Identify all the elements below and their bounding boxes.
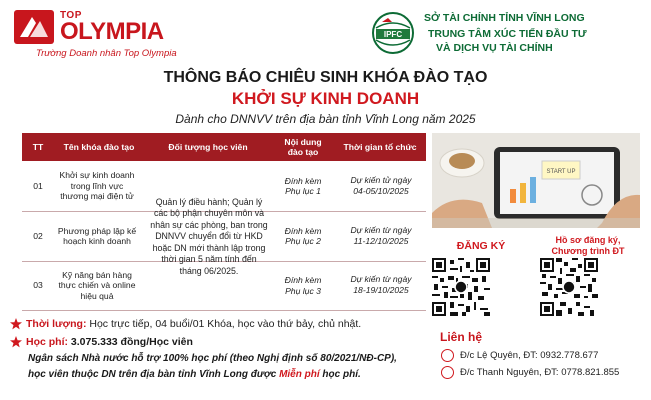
- documents-label-line-2: Chương trình ĐT: [551, 246, 625, 256]
- logo-tagline: Trường Doanh nhân Top Olympia: [36, 48, 177, 59]
- row-3-content: Đính kèm Phụ lục 3: [284, 275, 322, 296]
- fee-support-note-1: Ngân sách Nhà nước hỗ trợ 100% học phí (theo Nghị định số 80/2021/NĐ-CP),: [28, 353, 397, 364]
- documents-label-line-1: Hồ sơ đăng ký,: [555, 235, 621, 245]
- fee-support-note-2: [28, 369, 361, 380]
- contact-title: Liên hệ: [440, 330, 483, 344]
- note-2-part-c: học phí.: [322, 369, 361, 380]
- row-2-name: Phương pháp lập kế hoạch kinh doanh: [57, 225, 137, 246]
- duration-value: Học trực tiếp, 04 buổi/01 Khóa, học vào thứ bảy, chủ nhật.: [89, 318, 362, 330]
- logo-top-text: TOP: [60, 10, 82, 21]
- documents-label: [534, 235, 642, 257]
- row-3-name: Kỹ năng bán hàng thực chiến và online hiệu quả: [58, 269, 136, 301]
- duration-label: Thời lượng:: [26, 318, 87, 330]
- startup-photo: [432, 133, 640, 228]
- olympia-flame-icon: [14, 10, 54, 44]
- row-2-time-value: 11-12/10/2025: [353, 236, 409, 247]
- row-3-time-value: 18-19/10/2025: [353, 285, 409, 296]
- ipfc-organization: [368, 8, 650, 62]
- contact-person-1[interactable]: Đ/c Lệ Quyên, ĐT: 0932.778.677: [460, 350, 599, 361]
- row-2-content: Đính kèm Phụ lục 2: [284, 225, 322, 246]
- row-2-time-label: Dự kiến từ ngày: [350, 225, 412, 236]
- header-time: Thời gian tổ chức: [343, 142, 417, 152]
- row-1-time-label: Dự kiến tử ngày: [350, 175, 412, 186]
- startup-illustration: [432, 133, 640, 228]
- course-title: KHỞI SỰ KINH DOANH: [231, 89, 420, 108]
- fee-line: [26, 336, 193, 348]
- header-content: Nội dung đào tạo: [284, 137, 322, 157]
- row-1-tt: 01: [33, 180, 43, 191]
- contact-person-2[interactable]: Đ/c Thanh Nguyên, ĐT: 0778.821.855: [460, 367, 620, 378]
- row-divider: [22, 310, 426, 311]
- row-3-time-label: Dự kiến từ ngày: [350, 274, 412, 285]
- ipfc-globe-icon: [368, 10, 418, 56]
- startup-note-text: START UP: [546, 169, 576, 175]
- ipfc-text: IPFC: [383, 30, 403, 39]
- audience-cell: Quản lý điều hành; Quản lý các bộ phận chuyên môn và nhân sự các phòng, ban trong DNNVV chuyển đổi từ HKD hoặc DN mới thành lập trong thời gian 5 năm tính đến tháng 06/2025.: [150, 197, 268, 276]
- table-header: [22, 133, 426, 161]
- row-2-tt: 02: [33, 230, 43, 241]
- top-olympia-logo: [14, 8, 244, 59]
- phone-icon: [441, 349, 454, 362]
- org-line-1: SỞ TÀI CHÍNH TỈNH VĨNH LONG: [424, 12, 585, 24]
- documents-qr-code[interactable]: [540, 258, 598, 316]
- table-body: [22, 161, 426, 311]
- course-table: [22, 133, 426, 311]
- register-qr-code[interactable]: [432, 258, 490, 316]
- register-label: ĐĂNG KÝ: [456, 240, 506, 252]
- free-label: Miễn phí: [279, 369, 320, 380]
- row-1-time-value: 04-05/10/2025: [353, 186, 409, 197]
- audience-subtitle: Dành cho DNNVV trên địa bàn tỉnh Vĩnh Long năm 2025: [175, 112, 476, 126]
- row-3-tt: 03: [33, 280, 43, 291]
- duration-line: [26, 318, 361, 330]
- row-1-content: Đính kèm Phụ lục 1: [284, 175, 322, 196]
- header-audience: Đối tượng học viên: [168, 142, 248, 152]
- star-icon: [10, 336, 22, 348]
- note-2-part-a: học viên thuộc DN trên địa bàn tỉnh Vĩnh Long được: [28, 369, 277, 380]
- star-icon: [10, 318, 22, 330]
- phone-icon: [441, 366, 454, 379]
- header-course-name: Tên khóa đào tạo: [63, 142, 135, 152]
- org-line-3: VÀ DỊCH VỤ TÀI CHÍNH: [436, 42, 553, 54]
- header-tt: TT: [32, 142, 44, 152]
- row-1-name: Khởi sự kinh doanh trong lĩnh vực thương mại điện tử: [59, 170, 135, 202]
- fee-value: 3.075.333 đồng/Học viên: [70, 336, 193, 348]
- logo-name-text: OLYMPIA: [60, 18, 164, 45]
- notice-title: THÔNG BÁO CHIÊU SINH KHÓA ĐÀO TẠO: [163, 69, 488, 86]
- org-line-2: TRUNG TÂM XÚC TIẾN ĐẦU TƯ: [428, 28, 587, 40]
- fee-label: Học phí:: [26, 336, 68, 348]
